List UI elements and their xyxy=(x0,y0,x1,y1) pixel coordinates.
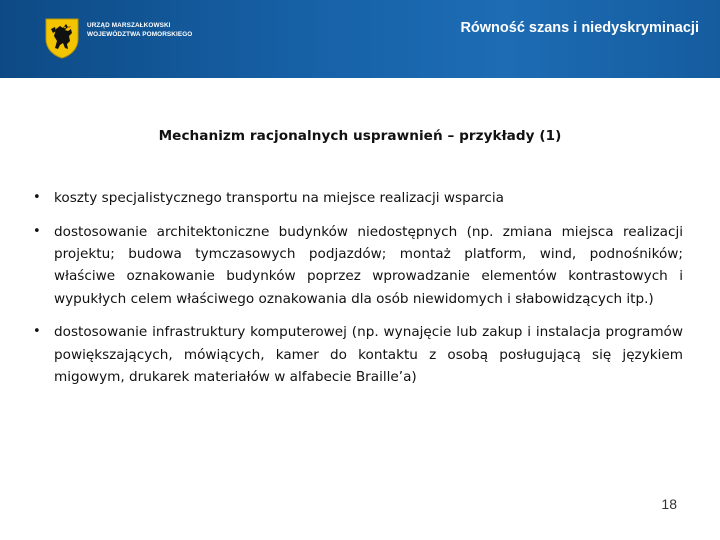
organization-name-line-1: URZĄD MARSZAŁKOWSKI xyxy=(87,22,171,29)
header-bar xyxy=(0,0,720,78)
bullet-marker: • xyxy=(33,324,41,340)
page-number: 18 xyxy=(661,496,677,512)
organization-name-line-2: WOJEWÓDZTWA POMORSKIEGO xyxy=(87,30,193,38)
slide-header-title: Równość szans i niedyskryminacji xyxy=(460,20,699,36)
bullet-item-1 xyxy=(33,187,683,209)
slide-subtitle: Mechanizm racjonalnych usprawnień – przykłady (1) xyxy=(158,128,562,144)
bullet-list xyxy=(33,187,683,388)
griffin-shield-icon xyxy=(44,17,80,59)
bullet-item-3 xyxy=(33,321,683,388)
bullet-marker: • xyxy=(33,223,41,239)
bullet-item-2 xyxy=(33,221,683,310)
bullet-text: dostosowanie infrastruktury komputerowej (np. wynajęcie lub zakup i instalacja programów powiększających, mówiących, kamer do kontaktu z osobą posługującą się językiem migowym, drukarek materiałów w alfabecie Braille’a) xyxy=(54,324,683,386)
bullet-text: dostosowanie architektoniczne budynków niedostępnych (np. zmiana miejsca realizacji projektu; budowa tymczasowych podjazdów; montaż platform, wind, podnośników; właściwe oznakowanie budynków poprzez wprowadzanie elementów kontrastowych i wypukłych celem właściwego oznakowania dla osób niewidomych i słabowidzących itp.) xyxy=(54,223,683,307)
bullet-text: koszty specjalistycznego transportu na miejsce realizacji wsparcia xyxy=(54,190,504,206)
organization-name xyxy=(87,22,192,39)
bullet-marker: • xyxy=(33,190,41,205)
